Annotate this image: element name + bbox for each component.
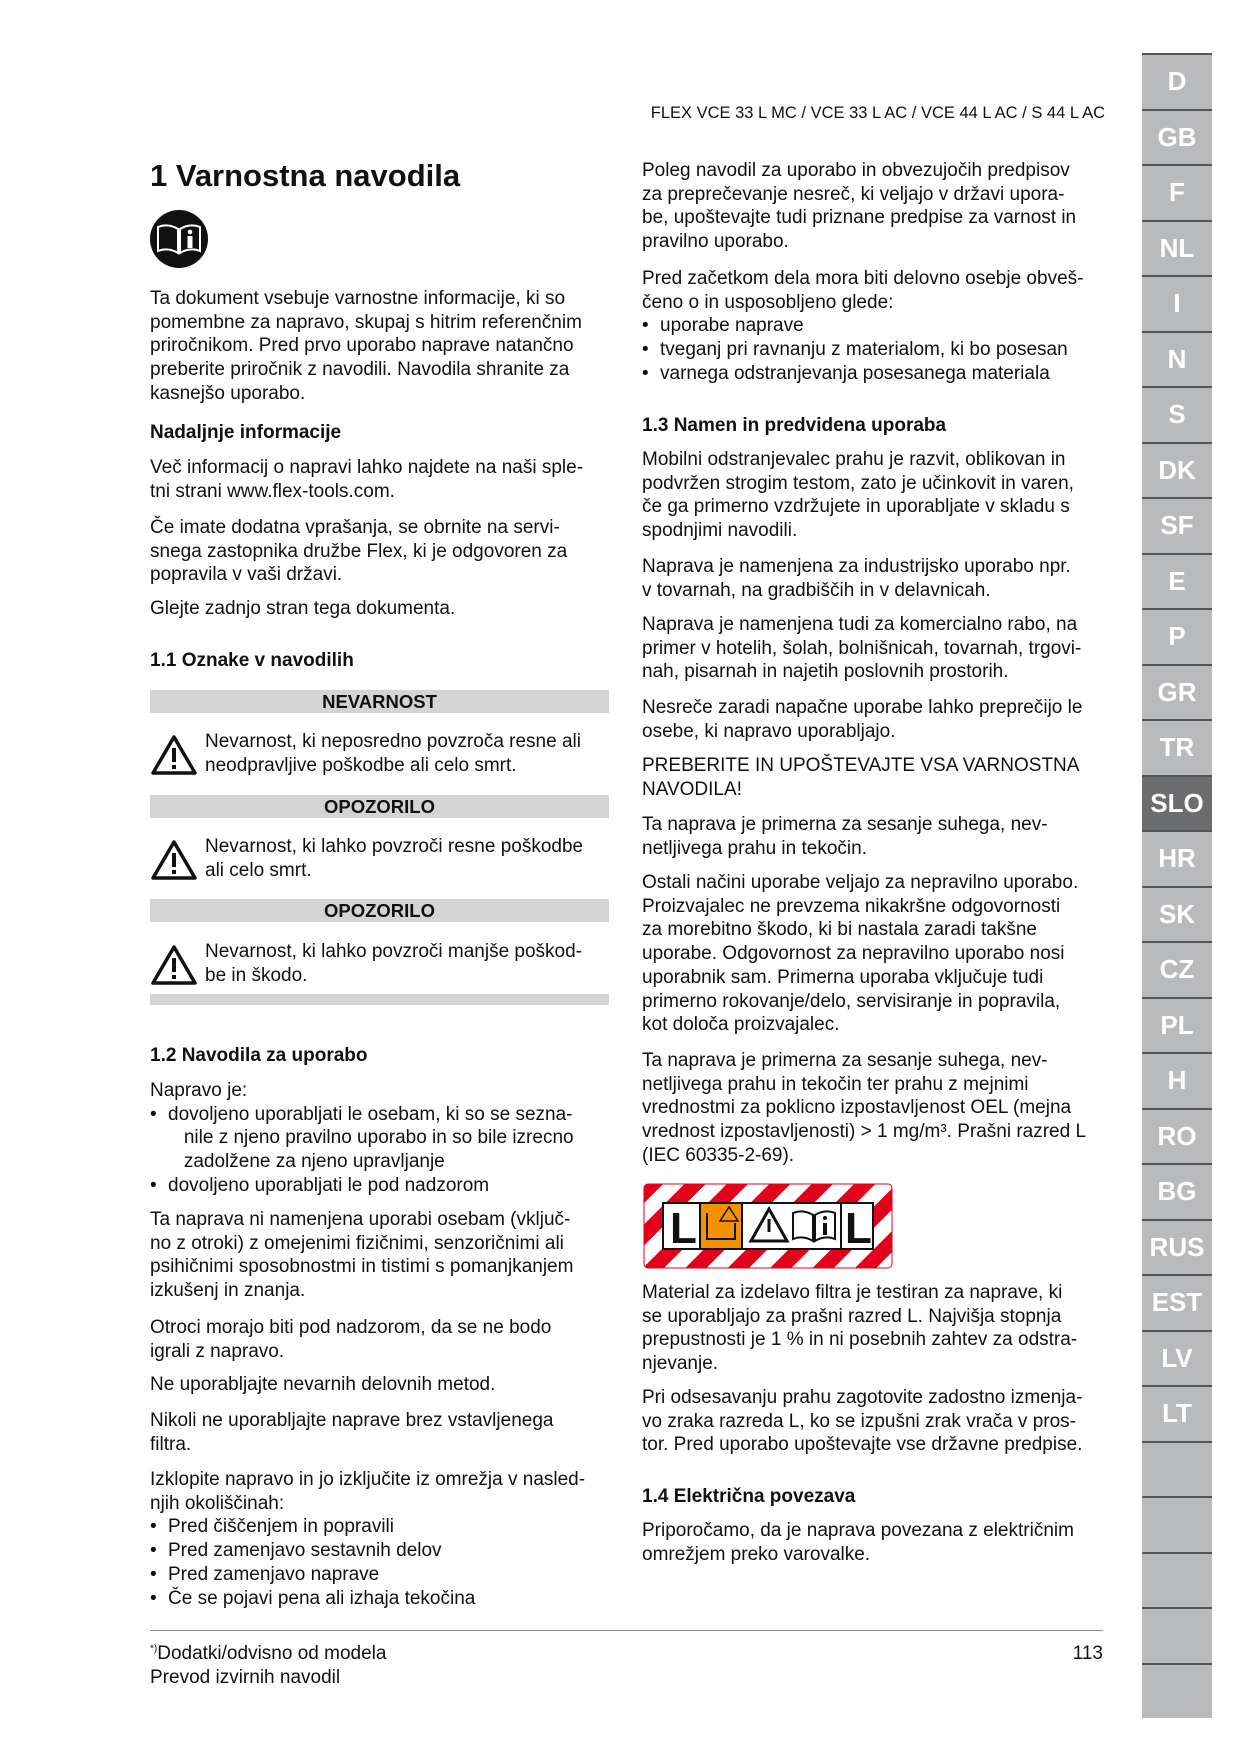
language-tab-e[interactable]: E bbox=[1142, 553, 1212, 609]
footer-translation: Prevod izvirnih navodil bbox=[150, 1667, 341, 1688]
danger-signal bbox=[150, 730, 610, 777]
list-item: • Pred čiščenjem in popravili bbox=[150, 1515, 612, 1539]
language-tab-d[interactable]: D bbox=[1142, 53, 1212, 109]
list-item: • Če se pojavi pena ali izhaja tekočina bbox=[150, 1587, 612, 1611]
training-list bbox=[642, 314, 1112, 385]
language-tab-bg[interactable]: BG bbox=[1142, 1163, 1212, 1219]
unplug-text: Izklopite napravo in jo izključite iz omrežja v nasled- njih okoliščinah: bbox=[150, 1469, 586, 1514]
language-tab-slo[interactable]: SLO bbox=[1142, 775, 1212, 831]
language-tab-hr[interactable]: HR bbox=[1142, 830, 1212, 886]
accidents-paragraph: Nesreče zaradi napačne uporabe lahko preprečijo le osebe, ki napravo uporabljajo. bbox=[642, 697, 1083, 742]
footer-divider bbox=[150, 1630, 1103, 1631]
page-title: 1 Varnostna navodila bbox=[150, 158, 461, 193]
language-tab-p[interactable]: P bbox=[1142, 608, 1212, 664]
warning-signal bbox=[150, 835, 610, 882]
purpose-paragraph: Mobilni odstranjevalec prahu je razvit, oblikovan in podvržen strogim testom, zato je učinkovit in varen, če ga primerno vzdržujete in uporabljate v skladu s spodnjimi navodili. bbox=[642, 449, 1074, 542]
section-1-3-heading: 1.3 Namen in predvidena uporaba bbox=[642, 415, 947, 436]
training-paragraph bbox=[642, 267, 1112, 386]
language-tab-nl[interactable]: NL bbox=[1142, 220, 1212, 276]
unplug-paragraph bbox=[150, 1468, 612, 1610]
list-item: • Pred zamenjavo naprave bbox=[150, 1563, 612, 1587]
signal-end-bar bbox=[150, 994, 609, 1005]
label-letter-left: L bbox=[670, 1204, 697, 1253]
filter-paragraph: Nikoli ne uporabljajte naprave brez vstavljenega filtra. bbox=[150, 1410, 554, 1455]
danger-bar: NEVARNOST bbox=[150, 690, 609, 713]
dust-class-paragraph: Ta naprava je primerna za sesanje suhega, nev- netljivega prahu in tekočin ter prahu z mejnimi vrednostmi za poklicno izpostavljenost OEL (mejna vrednost izpostavljenosti) > 1 mg/m³. Prašni razred L (IEC 60335-2-69). bbox=[642, 1050, 1087, 1166]
language-tab-s[interactable]: S bbox=[1142, 386, 1212, 442]
list-item: • varnega odstranjevanja posesanega materiala bbox=[642, 362, 1112, 386]
methods-paragraph: Ne uporabljajte nevarnih delovnih metod. bbox=[150, 1374, 496, 1395]
list-item: • tveganj pri ravnanju z materialom, ki bo posesan bbox=[642, 338, 1112, 362]
list-item: • uporabe naprave bbox=[642, 314, 1112, 338]
dust-class-l-label bbox=[643, 1183, 893, 1269]
children-paragraph: Otroci morajo biti pod nadzorom, da se ne bodo igrali z napravo. bbox=[150, 1317, 552, 1362]
language-tab-f[interactable]: F bbox=[1142, 164, 1212, 220]
language-tabs bbox=[1142, 53, 1212, 1718]
language-tab-ro[interactable]: RO bbox=[1142, 1108, 1212, 1164]
warning-triangle-icon bbox=[150, 734, 198, 776]
permission-list bbox=[150, 1103, 612, 1198]
language-tab-empty[interactable] bbox=[1142, 1663, 1212, 1719]
training-text: Pred začetkom dela mora biti delovno osebje obveš- čeno o in usposobljeno glede: bbox=[642, 268, 1084, 313]
read-manual-icon bbox=[149, 209, 209, 269]
industrial-paragraph: Naprava je namenjena za industrijsko uporabo npr. v tovarnah, na gradbiščih in v delavnicah. bbox=[642, 556, 1071, 601]
list-item: • Pred zamenjavo sestavnih delov bbox=[150, 1539, 612, 1563]
filter-material-paragraph: Material za izdelavo filtra je testiran za naprave, ki se uporabljajo za prašni razred L. Najvišja stopnja prepustnosti je 1 % in ni posebnih zahtev za odstra- njevanje. bbox=[642, 1282, 1078, 1375]
language-tab-lt[interactable]: LT bbox=[1142, 1385, 1212, 1441]
warning-triangle-icon bbox=[150, 839, 198, 881]
warning-triangle-icon bbox=[150, 944, 198, 986]
caution-signal bbox=[150, 940, 610, 987]
label-letter-right: L bbox=[845, 1204, 872, 1253]
list-item: • dovoljeno uporabljati le osebam, ki so se sezna- nile z njeno pravilno uporabo in so bile izrecno zadolžene za njeno upravljanje bbox=[150, 1103, 612, 1174]
caution-text: Nevarnost, ki lahko povzroči manjše poškod- be in škodo. bbox=[205, 941, 583, 986]
footnote-mark: *) bbox=[150, 1643, 158, 1655]
danger-text: Nevarnost, ki neposredno povzroča resne ali neodpravljive poškodbe ali celo smrt. bbox=[205, 731, 581, 776]
service-paragraph: Če imate dodatna vprašanja, se obrnite na servi- snega zastopnika družbe Flex, ki je odgovoren za popravila v vaši državi. bbox=[150, 517, 568, 586]
further-info-heading: Nadaljnje informacije bbox=[150, 422, 342, 443]
language-tab-rus[interactable]: RUS bbox=[1142, 1219, 1212, 1275]
language-tab-gb[interactable]: GB bbox=[1142, 109, 1212, 165]
unplug-list bbox=[150, 1515, 612, 1610]
language-tab-i[interactable]: I bbox=[1142, 275, 1212, 331]
language-tab-lv[interactable]: LV bbox=[1142, 1330, 1212, 1386]
language-tab-h[interactable]: H bbox=[1142, 1052, 1212, 1108]
language-tab-gr[interactable]: GR bbox=[1142, 664, 1212, 720]
language-tab-sf[interactable]: SF bbox=[1142, 497, 1212, 553]
language-tab-cz[interactable]: CZ bbox=[1142, 941, 1212, 997]
suitable-paragraph: Ta naprava je primerna za sesanje suhega, nev- netljivega prahu in tekočin. bbox=[642, 814, 1048, 859]
language-tab-dk[interactable]: DK bbox=[1142, 442, 1212, 498]
improper-use-paragraph: Ostali načini uporabe veljajo za nepravilno uporabo. Proizvajalec ne prevzema nikakršne odgovornosti za morebitno škodo, ki bi nastala zaradi takšne uporabe. Odgovornost za nepravilno uporabo nosi uporabnik sam. Primerna uporaba vključuje tudi primerno rokovanje/delo, servisiranje in popravila, kot določa proizvajalec. bbox=[642, 872, 1079, 1036]
back-page-paragraph: Glejte zadnjo stran tega dokumenta. bbox=[150, 598, 456, 619]
list-item: • dovoljeno uporabljati le pod nadzorom bbox=[150, 1174, 612, 1198]
device-is-paragraph bbox=[150, 1079, 612, 1198]
language-tab-n[interactable]: N bbox=[1142, 331, 1212, 387]
intro-paragraph: Ta dokument vsebuje varnostne informacije, ki so pomembne za napravo, skupaj s hitrim referenčnim priročnikom. Pred prvo uporabo naprave natančno preberite priročnik z navodili. Navodila shranite za kasnejšo uporabo. bbox=[150, 288, 582, 404]
footnote-text: Dodatki/odvisno od modela bbox=[157, 1643, 387, 1664]
language-tab-empty[interactable] bbox=[1142, 1496, 1212, 1552]
language-tab-empty[interactable] bbox=[1142, 1607, 1212, 1663]
read-instructions-paragraph: PREBERITE IN UPOŠTEVAJTE VSA VARNOSTNA NAVODILA! bbox=[642, 755, 1080, 800]
warning-text: Nevarnost, ki lahko povzroči resne poškodbe ali celo smrt. bbox=[205, 836, 584, 881]
electrical-paragraph: Priporočamo, da je naprava povezana z električnim omrežjem preko varovalke. bbox=[642, 1520, 1074, 1565]
language-tab-pl[interactable]: PL bbox=[1142, 997, 1212, 1053]
website-paragraph: Več informacij o napravi lahko najdete na naši sple- tni strani www.flex-tools.com. bbox=[150, 457, 584, 502]
regulations-paragraph: Poleg navodil za uporabo in obvezujočih predpisov za preprečevanje nesreč, ki veljajo v državi upora- be, upoštevajte tudi priznane predpise za varnost in pravilno uporabo. bbox=[642, 160, 1077, 253]
section-1-2-heading: 1.2 Navodila za uporabo bbox=[150, 1045, 368, 1066]
page-number: 113 bbox=[1072, 1643, 1103, 1664]
language-tab-tr[interactable]: TR bbox=[1142, 719, 1212, 775]
air-exchange-paragraph: Pri odsesavanju prahu zagotovite zadostno izmenja- vo zraka razreda L, ko se izpušni zrak vrača v pros- tor. Pred uporabo upoštevajte vse državne predpise. bbox=[642, 1387, 1083, 1456]
commercial-paragraph: Naprava je namenjena tudi za komercialno rabo, na primer v hotelih, šolah, bolnišnicah, tovarnah, trgovi- nah, pisarnah in najetih poslovnih prostorih. bbox=[642, 614, 1082, 683]
caution-bar: OPOZORILO bbox=[150, 899, 609, 922]
warning-bar: OPOZORILO bbox=[150, 795, 609, 818]
footer-note bbox=[150, 1642, 612, 1666]
language-tab-empty[interactable] bbox=[1142, 1552, 1212, 1608]
language-tab-empty[interactable] bbox=[1142, 1441, 1212, 1497]
section-1-4-heading: 1.4 Električna povezava bbox=[642, 1486, 856, 1507]
restrictions-paragraph: Ta naprava ni namenjena uporabi osebam (vključ- no z otroki) z omejenimi fizičnimi, senzoričnimi ali psihičnimi sposobnostmi in tistimi s pomanjkanjem izkušenj in znanja. bbox=[150, 1209, 574, 1302]
language-tab-sk[interactable]: SK bbox=[1142, 886, 1212, 942]
document-header: FLEX VCE 33 L MC / VCE 33 L AC / VCE 44 L AC / S 44 L AC bbox=[650, 104, 1105, 122]
section-1-1-heading: 1.1 Oznake v navodilih bbox=[150, 650, 354, 671]
device-is-label: Napravo je: bbox=[150, 1080, 248, 1101]
language-tab-est[interactable]: EST bbox=[1142, 1274, 1212, 1330]
